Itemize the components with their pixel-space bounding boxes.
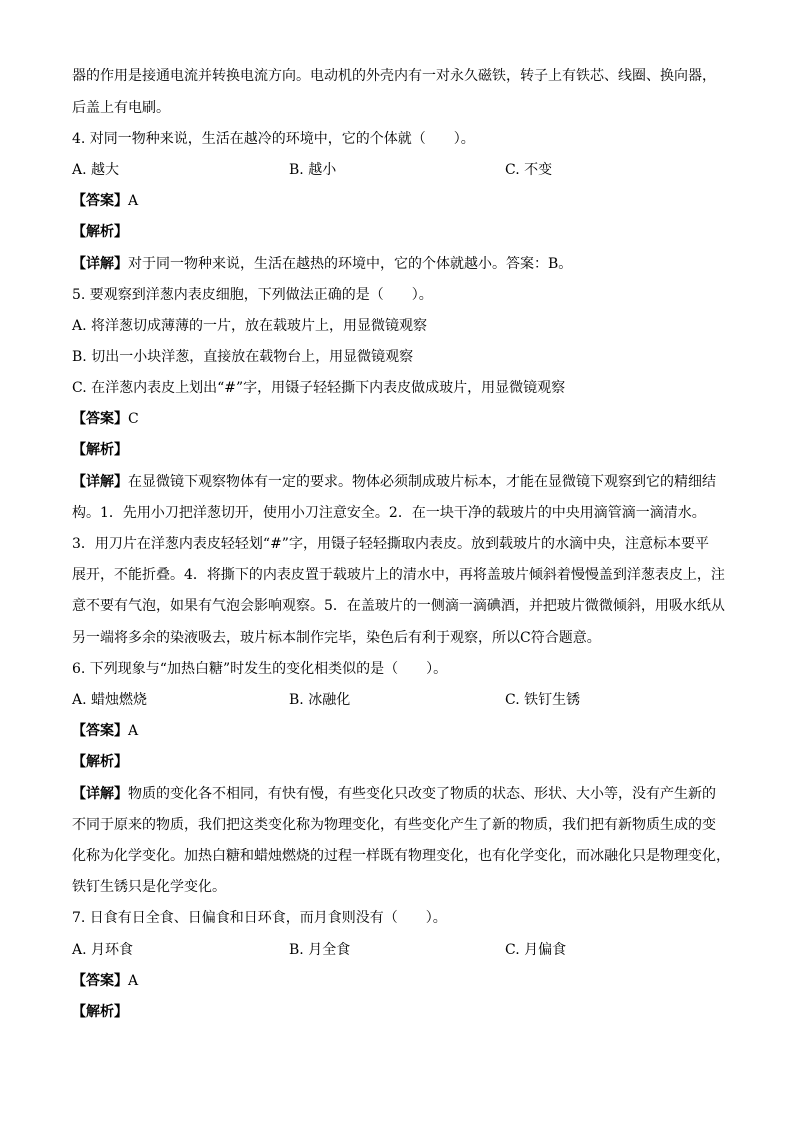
question-6-detail-line-1: [72, 784, 716, 804]
question-7-analysis-tag: 【解析】: [72, 1004, 128, 1020]
question-4-option-c: C. 不变: [505, 162, 553, 178]
answer-tag: 【答案】: [72, 193, 128, 209]
paragraph-line: 后盖上有电刷。: [72, 100, 170, 116]
question-4-option-b: B. 越小: [289, 162, 337, 178]
question-5-detail-line-2: 构。1．先用小刀把洋葱切开，使用小刀注意安全。2．在一块干净的载玻片的中央用滴管滴一滴清水。: [72, 505, 706, 521]
question-6-option-c: C. 铁钉生锈: [505, 692, 581, 708]
detail-text: 在显微镜下观察物体有一定的要求。物体必须制成玻片标本，才能在显微镜下观察到它的精细结: [128, 474, 716, 490]
answer-tag: 【答案】: [72, 723, 128, 739]
question-6-stem: 6. 下列现象与“加热白糖”时发生的变化相类似的是（ ）。: [72, 661, 448, 677]
question-6-detail-line-2: 不同于原来的物质，我们把这类变化称为物理变化，有些变化产生了新的物质，我们把有新物质生成的变: [72, 817, 716, 833]
detail-tag: 【详解】: [72, 786, 128, 802]
question-7-option-b: B. 月全食: [289, 942, 351, 958]
detail-text: 物质的变化各不相同，有快有慢，有些变化只改变了物质的状态、形状、大小等，没有产生新的: [128, 786, 716, 802]
question-7-stem: 7. 日食有日全食、日偏食和日环食，而月食则没有（ ）。: [72, 910, 447, 926]
question-6-answer: [72, 721, 138, 741]
question-7-option-a: A. 月环食: [72, 942, 134, 958]
question-5-option-b: B. 切出一小块洋葱，直接放在载物台上，用显微镜观察: [72, 349, 414, 365]
answer-value: A: [128, 723, 139, 739]
question-4-stem: 4. 对同一物种来说，生活在越冷的环境中，它的个体就（ ）。: [72, 131, 475, 147]
answer-tag: 【答案】: [72, 411, 128, 427]
question-5-option-c: C. 在洋葱内表皮上划出“#”字，用镊子轻轻撕下内表皮做成玻片，用显微镜观察: [72, 380, 566, 396]
question-5-detail-line-1: [72, 472, 716, 492]
question-4-analysis-tag: 【解析】: [72, 224, 128, 240]
paragraph-line: 器的作用是接通电流并转换电流方向。电动机的外壳内有一对永久磁铁，转子上有铁芯、线圈、换向器，: [72, 68, 716, 84]
answer-tag: 【答案】: [72, 973, 128, 989]
question-5-detail-line-4: 展开，不能折叠。4．将撕下的内表皮置于载玻片上的清水中，再将盖玻片倾斜着慢慢盖到洋葱表皮上，注: [72, 567, 725, 583]
detail-tag: 【详解】: [72, 474, 128, 490]
question-4-detail: [72, 254, 572, 274]
detail-tag: 【详解】: [72, 256, 128, 272]
question-4-answer: [72, 191, 138, 211]
question-7-option-c: C. 月偏食: [505, 942, 567, 958]
question-5-detail-line-5: 意不要有气泡，如果有气泡会影响观察。5．在盖玻片的一侧滴一滴碘酒，并把玻片微微倾斜，用吸水纸从: [72, 598, 725, 614]
answer-value: A: [128, 973, 139, 989]
answer-value: C: [128, 411, 139, 427]
question-6-option-a: A. 蜡烛燃烧: [72, 692, 148, 708]
question-6-detail-line-3: 化称为化学变化。加热白糖和蜡烛燃烧的过程一样既有物理变化，也有化学变化，而冰融化只是物理变化，: [72, 848, 730, 864]
question-6-analysis-tag: 【解析】: [72, 754, 128, 770]
question-5-stem: 5. 要观察到洋葱内表皮细胞，下列做法正确的是（ ）。: [72, 287, 433, 303]
question-6-detail-line-4: 铁钉生锈只是化学变化。: [72, 879, 226, 895]
question-5-detail-line-3: 3．用刀片在洋葱内表皮轻轻划“#”字，用镊子轻轻撕取内表皮。放到载玻片的水滴中央，注意标本要平: [72, 536, 709, 552]
question-5-analysis-tag: 【解析】: [72, 442, 128, 458]
question-7-answer: [72, 971, 138, 991]
question-5-option-a: A. 将洋葱切成薄薄的一片，放在载玻片上，用显微镜观察: [72, 318, 428, 334]
question-6-option-b: B. 冰融化: [289, 692, 351, 708]
answer-value: A: [128, 193, 139, 209]
question-5-answer: [72, 409, 139, 429]
detail-text: 对于同一物种来说，生活在越热的环境中，它的个体就越小。答案：B。: [128, 256, 573, 272]
question-4-option-a: A. 越大: [72, 162, 120, 178]
question-5-detail-line-6: 另一端将多余的染液吸去，玻片标本制作完毕，染色后有利于观察，所以C符合题意。: [72, 630, 601, 646]
